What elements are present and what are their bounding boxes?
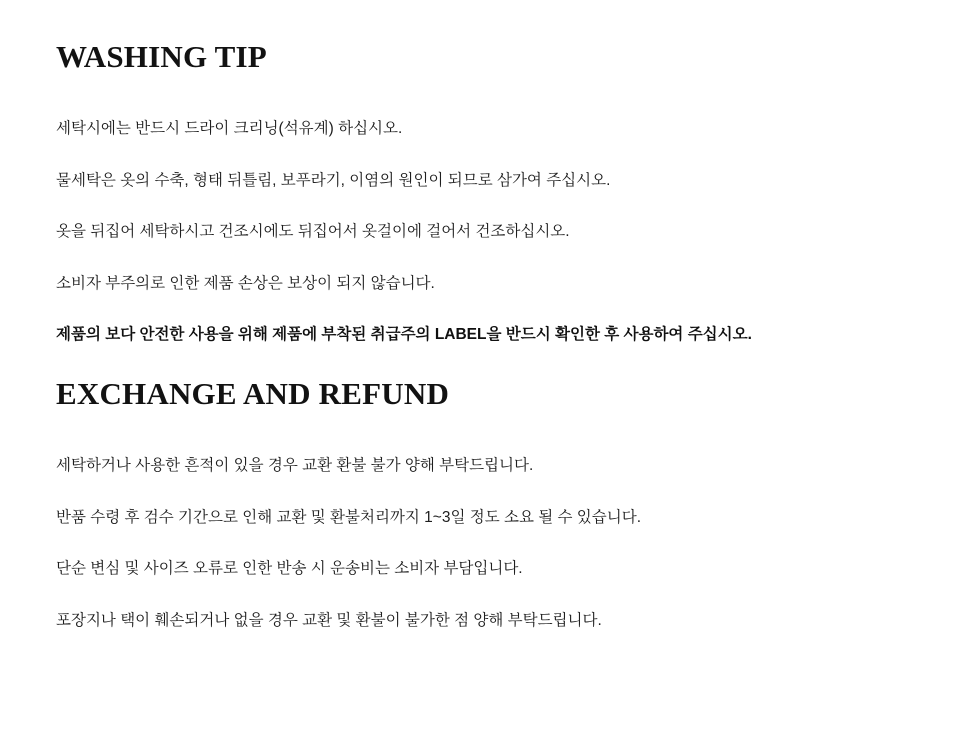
section-exchange-and-refund [56,375,920,654]
washing-tip-line: 소비자 부주의로 인한 제품 손상은 보상이 되지 않습니다. [56,274,435,292]
washing-tip-body [56,111,920,353]
exchange-refund-line: 포장지나 택이 훼손되거나 없을 경우 교환 및 환불이 불가한 점 양해 부탁드립니다. [56,611,602,629]
washing-tip-line: 옷을 뒤집어 세탁하시고 건조시에도 뒤집어서 옷걸이에 걸어서 건조하십시오. [56,223,570,241]
exchange-refund-line: 세탁하거나 사용한 흔적이 있을 경우 교환 환불 불가 양해 부탁드립니다. [56,457,534,475]
page-title-exchange-and-refund: EXCHANGE AND REFUND [56,376,450,411]
washing-tip-line-emphasis: 제품의 보다 안전한 사용을 위해 제품에 부착된 취급주의 LABEL을 반드시 확인한 후 사용하여 주십시오. [56,326,752,344]
washing-tip-line: 세탁시에는 반드시 드라이 크리닝(석유계) 하십시오. [56,120,403,138]
page-title-washing-tip: WASHING TIP [56,39,267,74]
washing-tip-line: 물세탁은 옷의 수축, 형태 뒤틀림, 보푸라기, 이염의 원인이 되므로 삼가여 주십시오. [56,171,611,189]
exchange-refund-line: 단순 변심 및 사이즈 오류로 인한 반송 시 운송비는 소비자 부담입니다. [56,560,523,578]
exchange-and-refund-body [56,448,920,639]
exchange-refund-line: 반품 수령 후 검수 기간으로 인해 교환 및 환불처리까지 1~3일 정도 소요 될 수 있습니다. [56,508,641,526]
section-washing-tip [56,38,920,369]
